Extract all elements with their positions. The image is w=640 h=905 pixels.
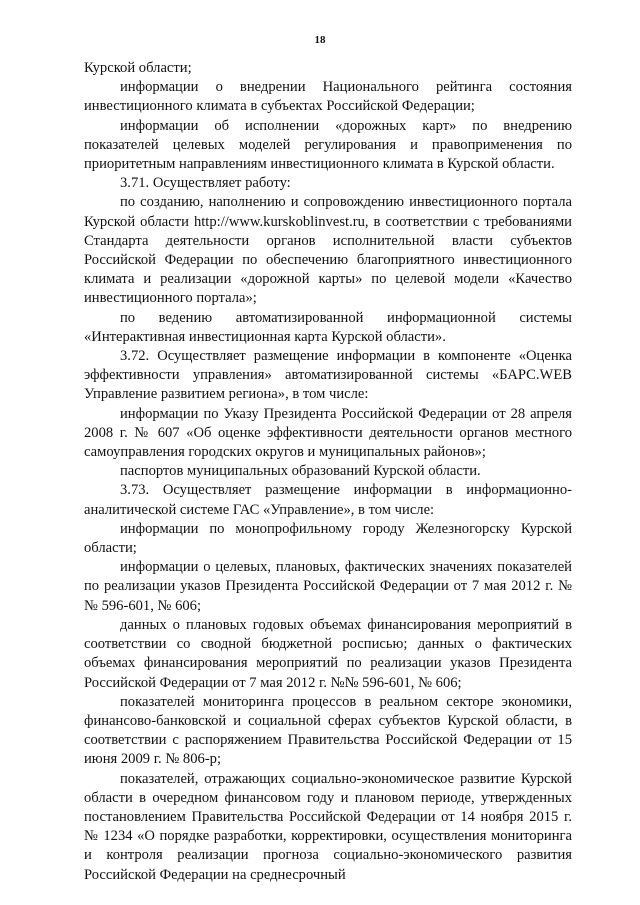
paragraph: 3.73. Осуществляет размещение информации в информационно-аналитической системе ГАС «Управление», в том числе: — [84, 482, 572, 518]
paragraph: Курской области; — [84, 60, 192, 76]
paragraph: паспортов муниципальных образований Курской области. — [120, 463, 481, 480]
paragraph: по созданию, наполнению и сопровождению инвестиционного портала Курской области http://www.kurskoblinvest.ru, в соответствии с требованиями Стандарта деятельности органов исполнительной власти субъектов Российской Федерации по обеспечению благоприятного инвестиционного климата и реализации «дорожной карты» по целевой модели «Качество инвестиционного портала»; — [84, 194, 572, 307]
paragraph: показателей мониторинга процессов в реальном секторе экономики, финансово-банковской и социальной сферах субъектов Курской области, в соответствии с распоряжением Правительства Российской Федерации от 15 июня 2009 г. № 806-р; — [84, 693, 572, 768]
paragraph: информации о внедрении Национального рейтинга состояния инвестиционного климата в субъектах Российской Федерации; — [84, 79, 572, 115]
paragraph: информации об исполнении «дорожных карт» по внедрению показателей целевых моделей регулирования и правоприменения по приоритетным направлениям инвестиционного климата в Курской области. — [84, 117, 572, 173]
body-text — [84, 59, 572, 885]
paragraph: показателей, отражающих социально-экономическое развитие Курской области в очередном финансовом году и плановом периоде, утвержденных постановлением Правительства Российской Федерации от 14 ноября 2015 г. № 1234 «О порядке разработки, корректировки, осуществления мониторинга и контроля реализации прогноза социально-экономического развития Российской Федерации на среднесрочный — [84, 770, 572, 883]
paragraph: 3.72. Осуществляет размещение информации в компоненте «Оценка эффективности управления» автоматизированной системы «БАРС.WEB Управление развитием региона», в том числе: — [84, 348, 572, 403]
paragraph: информации о целевых, плановых, фактических значениях показателей по реализации указов Президента Российской Федерации от 7 мая 2012 г. №№ 596-601, № 606; — [84, 559, 572, 614]
paragraph: 3.71. Осуществляет работу: — [120, 175, 291, 192]
paragraph: информации по Указу Президента Российской Федерации от 28 апреля 2008 г. № 607 «Об оценке эффективности деятельности органов местного самоуправления городских округов и муниципальных районов»; — [84, 405, 572, 461]
paragraph: данных о плановых годовых объемах финансирования мероприятий в соответствии со сводной бюджетной росписью; данных о фактических объемах финансирования мероприятий по реализации указов Президента Российской Федерации от 7 мая 2012 г. №№ 596-601, № 606; — [84, 616, 572, 691]
paragraph: информации по монопрофильному городу Железногорску Курской области; — [84, 520, 572, 557]
paragraph: по ведению автоматизированной информационной системы «Интерактивная инвестиционная карта Курской области». — [84, 309, 572, 345]
page-number: 18 — [314, 34, 326, 46]
